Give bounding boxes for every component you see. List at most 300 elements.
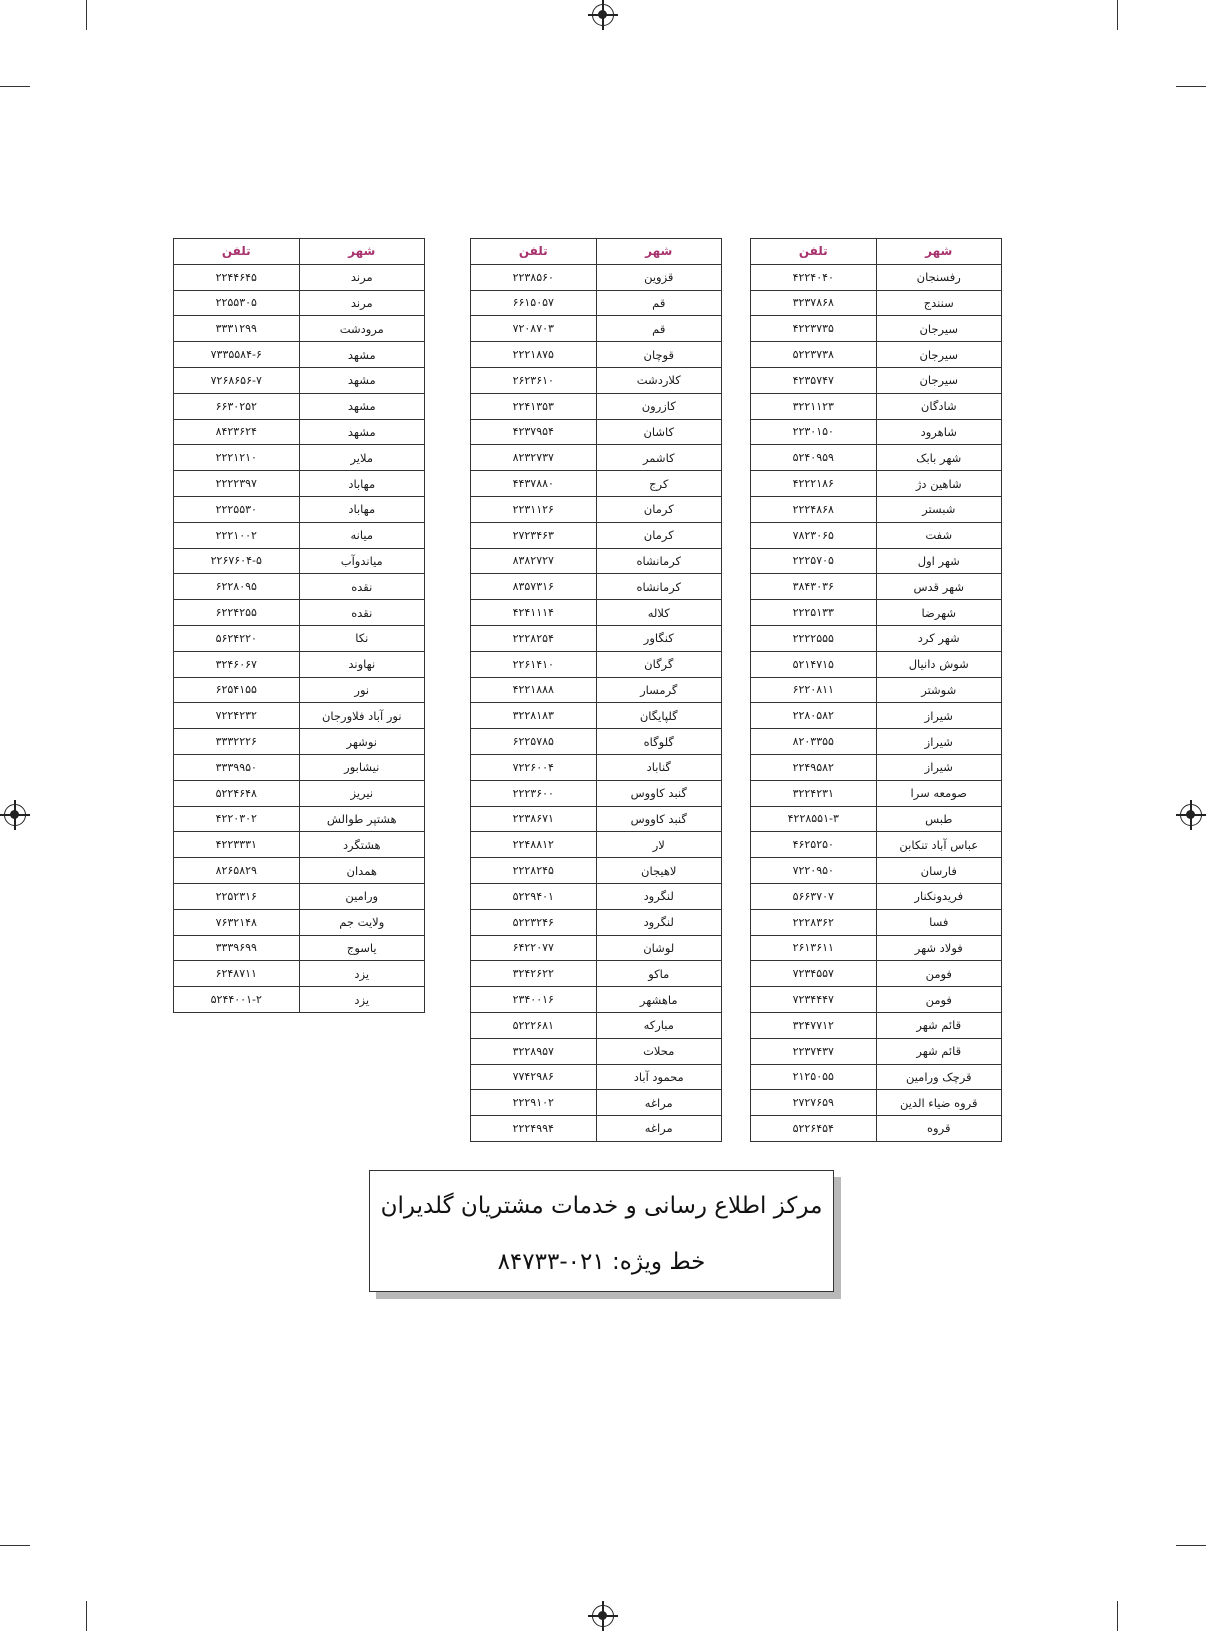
- phone-cell: ۴۲۲۱۸۸۸: [471, 677, 597, 703]
- phone-cell: ۴۲۲۳۳۳۱: [174, 832, 300, 858]
- phone-cell: ۸۳۵۷۳۱۶: [471, 574, 597, 600]
- city-cell: فارسان: [876, 858, 1002, 884]
- table-row: [471, 832, 722, 858]
- city-cell: قم: [596, 290, 722, 316]
- table-row: [751, 342, 1002, 368]
- city-cell: نیریز: [299, 780, 425, 806]
- city-cell: نیشابور: [299, 754, 425, 780]
- phone-cell: ۲۲۳۰۱۵۰: [751, 419, 877, 445]
- phone-cell: ۲۲۲۵۱۳۳: [751, 600, 877, 626]
- column-header-phone: تلفن: [471, 239, 597, 265]
- table-row: [751, 754, 1002, 780]
- table-row: [471, 264, 722, 290]
- table-row: [471, 858, 722, 884]
- phone-cell: ۶۲۵۴۱۵۵: [174, 677, 300, 703]
- city-cell: قائم شهر: [876, 1038, 1002, 1064]
- city-cell: طبس: [876, 806, 1002, 832]
- phone-cell: ۶۲۲۰۸۱۱: [751, 677, 877, 703]
- table-row: [174, 445, 425, 471]
- city-cell: کازرون: [596, 393, 722, 419]
- table-row: [751, 393, 1002, 419]
- phone-cell: ۶۲۴۸۷۱۱: [174, 961, 300, 987]
- table-row: [174, 987, 425, 1013]
- city-cell: همدان: [299, 858, 425, 884]
- table-header-row: [471, 239, 722, 265]
- table-row: [471, 935, 722, 961]
- phone-cell: ۷۲۲۰۹۵۰: [751, 858, 877, 884]
- table-row: [751, 651, 1002, 677]
- phone-cell: ۲۲۳۸۵۶۰: [471, 264, 597, 290]
- city-cell: مشهد: [299, 367, 425, 393]
- table-header-row: [751, 239, 1002, 265]
- phone-cell: ۲۲۴۱۳۵۳: [471, 393, 597, 419]
- phone-cell: ۳۲۲۸۱۸۳: [471, 703, 597, 729]
- column-header-phone: تلفن: [174, 239, 300, 265]
- city-cell: کاشان: [596, 419, 722, 445]
- table-row: [174, 574, 425, 600]
- help-center-box: [369, 1170, 834, 1292]
- phone-cell: ۲۲۴۸۸۱۲: [471, 832, 597, 858]
- help-center-title: مرکز اطلاع رسانی و خدمات مشتریان گلدیران: [380, 1193, 823, 1219]
- city-cell: شبستر: [876, 496, 1002, 522]
- table-row: [471, 574, 722, 600]
- city-cell: قزوین: [596, 264, 722, 290]
- table-header-row: [174, 239, 425, 265]
- phone-cell: ۲۲۲۸۳۶۲: [751, 909, 877, 935]
- phone-cell: ۵۲۴۰۹۵۹: [751, 445, 877, 471]
- city-cell: ولایت جم: [299, 909, 425, 935]
- phone-cell: ۷۲۰۸۷۰۳: [471, 316, 597, 342]
- phone-cell: ۷۸۲۳۰۶۵: [751, 522, 877, 548]
- city-cell: مهاباد: [299, 471, 425, 497]
- city-cell: مشهد: [299, 342, 425, 368]
- phone-cell: ۶۴۲۲۰۷۷: [471, 935, 597, 961]
- phone-cell: ۵۲۲۳۷۳۸: [751, 342, 877, 368]
- table-row: [471, 651, 722, 677]
- phone-cell: ۲۷۲۳۴۶۳: [471, 522, 597, 548]
- table-row: [751, 471, 1002, 497]
- phone-cell: ۲۲۳۱۱۲۶: [471, 496, 597, 522]
- city-cell: گنبد کاووس: [596, 806, 722, 832]
- phone-cell: ۲۲۲۴۹۹۴: [471, 1116, 597, 1142]
- column-header-city: شهر: [596, 239, 722, 265]
- table-row: [174, 393, 425, 419]
- city-cell: شیراز: [876, 729, 1002, 755]
- city-cell: فولاد شهر: [876, 935, 1002, 961]
- table-row: [471, 600, 722, 626]
- registration-mark-icon: [1180, 804, 1202, 826]
- phone-cell: ۲۲۶۱۴۱۰: [471, 651, 597, 677]
- city-cell: کرمان: [596, 522, 722, 548]
- table-row: [751, 445, 1002, 471]
- phone-cell: ۸۲۳۲۷۳۷: [471, 445, 597, 471]
- city-cell: مشهد: [299, 419, 425, 445]
- city-cell: مراغه: [596, 1116, 722, 1142]
- phone-cell: ۲۲۲۲۳۹۷: [174, 471, 300, 497]
- table-row: [751, 987, 1002, 1013]
- city-cell: مشهد: [299, 393, 425, 419]
- table-row: [174, 625, 425, 651]
- phone-cell: ۲۲۲۸۲۵۴: [471, 625, 597, 651]
- phone-cell: ۴۲۲۴۰۴۰: [751, 264, 877, 290]
- table-row: [751, 703, 1002, 729]
- city-cell: کلاردشت: [596, 367, 722, 393]
- city-cell: شیراز: [876, 754, 1002, 780]
- phone-cell: ۷۷۴۲۹۸۶: [471, 1064, 597, 1090]
- city-cell: سنندج: [876, 290, 1002, 316]
- table-row: [471, 548, 722, 574]
- table-row: [471, 316, 722, 342]
- table-row: [174, 961, 425, 987]
- city-cell: کرمانشاه: [596, 548, 722, 574]
- phone-cell: ۳۲۲۸۹۵۷: [471, 1038, 597, 1064]
- city-cell: شیراز: [876, 703, 1002, 729]
- city-cell: کلاله: [596, 600, 722, 626]
- table-row: [751, 806, 1002, 832]
- city-cell: فومن: [876, 961, 1002, 987]
- table-row: [751, 496, 1002, 522]
- phone-cell: ۸۲۰۳۳۵۵: [751, 729, 877, 755]
- phone-cell: ۴۲۳۵۷۴۷: [751, 367, 877, 393]
- city-cell: قروه ضیاء الدین: [876, 1090, 1002, 1116]
- phone-cell: ۲۲۲۲۵۵۵: [751, 625, 877, 651]
- city-cell: قوچان: [596, 342, 722, 368]
- phone-cell: ۳۲۲۴۲۳۱: [751, 780, 877, 806]
- table-row: [174, 935, 425, 961]
- phone-cell: ۴۲۲۳۷۳۵: [751, 316, 877, 342]
- city-cell: مراغه: [596, 1090, 722, 1116]
- table-row: [751, 1090, 1002, 1116]
- phone-cell: ۳۳۳۲۲۲۶: [174, 729, 300, 755]
- city-cell: فسا: [876, 909, 1002, 935]
- phone-cell: ۵۲۱۴۷۱۵: [751, 651, 877, 677]
- table-row: [174, 471, 425, 497]
- phone-cell: ۲۲۲۱۸۷۵: [471, 342, 597, 368]
- table-row: [471, 445, 722, 471]
- service-center-table-right: [750, 238, 1002, 1142]
- city-cell: نهاوند: [299, 651, 425, 677]
- phone-cell: ۶۲۲۸۰۹۵: [174, 574, 300, 600]
- table-row: [174, 522, 425, 548]
- phone-cell: ۷۲۶۸۶۵۶-۷: [174, 367, 300, 393]
- table-row: [751, 1116, 1002, 1142]
- phone-cell: ۲۲۵۲۳۱۶: [174, 883, 300, 909]
- phone-cell: ۶۲۲۴۲۵۵: [174, 600, 300, 626]
- table-row: [174, 264, 425, 290]
- city-cell: شهرضا: [876, 600, 1002, 626]
- phone-cell: ۳۳۳۹۶۹۹: [174, 935, 300, 961]
- city-cell: قائم شهر: [876, 1012, 1002, 1038]
- phone-cell: ۲۲۲۸۲۴۵: [471, 858, 597, 884]
- phone-cell: ۳۸۴۳۰۳۶: [751, 574, 877, 600]
- phone-cell: ۲۶۱۳۶۱۱: [751, 935, 877, 961]
- table-row: [751, 522, 1002, 548]
- city-cell: عباس آباد تنکابن: [876, 832, 1002, 858]
- city-cell: مرند: [299, 264, 425, 290]
- city-cell: گرمسار: [596, 677, 722, 703]
- phone-cell: ۳۲۴۷۷۱۲: [751, 1012, 877, 1038]
- city-cell: شادگان: [876, 393, 1002, 419]
- table-row: [471, 1064, 722, 1090]
- city-cell: صومعه سرا: [876, 780, 1002, 806]
- city-cell: هشتپر طوالش: [299, 806, 425, 832]
- table-row: [174, 754, 425, 780]
- city-cell: گناباد: [596, 754, 722, 780]
- table-row: [751, 419, 1002, 445]
- city-cell: شهر بابک: [876, 445, 1002, 471]
- phone-cell: ۵۲۲۹۴۰۱: [471, 883, 597, 909]
- table-row: [751, 1038, 1002, 1064]
- city-cell: کرج: [596, 471, 722, 497]
- phone-cell: ۵۲۲۳۲۴۶: [471, 909, 597, 935]
- phone-cell: ۲۲۲۳۶۰۰: [471, 780, 597, 806]
- city-cell: شهر اول: [876, 548, 1002, 574]
- phone-cell: ۲۲۸۰۵۸۲: [751, 703, 877, 729]
- phone-cell: ۴۲۲۸۵۵۱-۳: [751, 806, 877, 832]
- table-row: [471, 342, 722, 368]
- city-cell: سیرجان: [876, 367, 1002, 393]
- table-row: [471, 703, 722, 729]
- table-row: [471, 883, 722, 909]
- city-cell: لوشان: [596, 935, 722, 961]
- phone-cell: ۲۱۲۵۰۵۵: [751, 1064, 877, 1090]
- phone-cell: ۲۲۲۵۵۳۰: [174, 496, 300, 522]
- table-row: [174, 729, 425, 755]
- city-cell: قم: [596, 316, 722, 342]
- table-row: [174, 290, 425, 316]
- city-cell: ماهشهر: [596, 987, 722, 1013]
- city-cell: شفت: [876, 522, 1002, 548]
- table-row: [751, 367, 1002, 393]
- table-row: [751, 600, 1002, 626]
- table-row: [471, 1012, 722, 1038]
- city-cell: شهر قدس: [876, 574, 1002, 600]
- table-row: [174, 909, 425, 935]
- crop-mark: [1117, 0, 1118, 30]
- table-row: [471, 290, 722, 316]
- city-cell: میانه: [299, 522, 425, 548]
- table-row: [174, 883, 425, 909]
- city-cell: مبارکه: [596, 1012, 722, 1038]
- city-cell: فریدونکنار: [876, 883, 1002, 909]
- registration-mark-icon: [592, 1605, 614, 1627]
- phone-cell: ۴۲۳۷۹۵۴: [471, 419, 597, 445]
- table-row: [471, 496, 722, 522]
- table-row: [174, 806, 425, 832]
- city-cell: نور آباد فلاورجان: [299, 703, 425, 729]
- service-center-table-left: [173, 238, 425, 1013]
- table-row: [174, 832, 425, 858]
- crop-mark: [1176, 1545, 1206, 1546]
- phone-cell: ۲۳۴۰۰۱۶: [471, 987, 597, 1013]
- hotline-number: خط ویژه: ۰۲۱-۸۴۷۳۳: [497, 1249, 706, 1275]
- city-cell: نور: [299, 677, 425, 703]
- phone-cell: ۲۲۲۵۷۰۵: [751, 548, 877, 574]
- phone-cell: ۲۲۲۱۲۱۰: [174, 445, 300, 471]
- table-row: [471, 471, 722, 497]
- table-row: [471, 780, 722, 806]
- city-cell: شهر کرد: [876, 625, 1002, 651]
- phone-cell: ۳۳۳۹۹۵۰: [174, 754, 300, 780]
- phone-cell: ۶۶۱۵۰۵۷: [471, 290, 597, 316]
- table-row: [471, 419, 722, 445]
- table-row: [751, 729, 1002, 755]
- table-row: [751, 677, 1002, 703]
- city-cell: محمود آباد: [596, 1064, 722, 1090]
- crop-mark: [86, 1601, 87, 1631]
- table-row: [471, 806, 722, 832]
- table-row: [751, 883, 1002, 909]
- table-row: [751, 1012, 1002, 1038]
- phone-cell: ۳۲۳۷۸۶۸: [751, 290, 877, 316]
- city-cell: کاشمر: [596, 445, 722, 471]
- phone-cell: ۵۲۲۴۶۴۸: [174, 780, 300, 806]
- city-cell: لار: [596, 832, 722, 858]
- city-cell: فومن: [876, 987, 1002, 1013]
- phone-cell: ۳۳۳۱۲۹۹: [174, 316, 300, 342]
- table-row: [751, 858, 1002, 884]
- table-row: [471, 961, 722, 987]
- city-cell: ملایر: [299, 445, 425, 471]
- table-row: [751, 316, 1002, 342]
- city-cell: مهاباد: [299, 496, 425, 522]
- city-cell: شاهین دژ: [876, 471, 1002, 497]
- table-row: [471, 754, 722, 780]
- table-row: [174, 496, 425, 522]
- phone-cell: ۳۲۲۱۱۲۳: [751, 393, 877, 419]
- table-row: [174, 858, 425, 884]
- phone-cell: ۲۷۲۷۶۵۹: [751, 1090, 877, 1116]
- phone-cell: ۲۲۴۹۵۸۲: [751, 754, 877, 780]
- phone-cell: ۲۲۵۵۳۰۵: [174, 290, 300, 316]
- table-row: [174, 342, 425, 368]
- city-cell: نکا: [299, 625, 425, 651]
- phone-cell: ۷۲۲۴۲۳۲: [174, 703, 300, 729]
- city-cell: سیرجان: [876, 316, 1002, 342]
- phone-cell: ۶۲۲۵۷۸۵: [471, 729, 597, 755]
- phone-cell: ۲۲۴۴۶۴۵: [174, 264, 300, 290]
- crop-mark: [86, 0, 87, 30]
- table-row: [471, 367, 722, 393]
- table-row: [471, 987, 722, 1013]
- city-cell: محلات: [596, 1038, 722, 1064]
- city-cell: مرند: [299, 290, 425, 316]
- crop-mark: [1117, 1601, 1118, 1631]
- city-cell: گنبد کاووس: [596, 780, 722, 806]
- city-cell: قروه: [876, 1116, 1002, 1142]
- city-cell: قرچک ورامین: [876, 1064, 1002, 1090]
- table-row: [174, 367, 425, 393]
- phone-cell: ۲۲۲۹۱۰۲: [471, 1090, 597, 1116]
- phone-cell: ۴۶۲۵۲۵۰: [751, 832, 877, 858]
- phone-cell: ۴۲۲۲۱۸۶: [751, 471, 877, 497]
- city-cell: کنگاور: [596, 625, 722, 651]
- crop-mark: [0, 1545, 30, 1546]
- phone-cell: ۵۲۲۲۶۸۱: [471, 1012, 597, 1038]
- column-header-city: شهر: [876, 239, 1002, 265]
- table-row: [751, 625, 1002, 651]
- registration-mark-icon: [592, 4, 614, 26]
- phone-cell: ۷۲۲۶۰۰۴: [471, 754, 597, 780]
- phone-cell: ۲۲۲۱۰۰۲: [174, 522, 300, 548]
- table-row: [471, 1038, 722, 1064]
- city-cell: لاهیجان: [596, 858, 722, 884]
- city-cell: لنگرود: [596, 909, 722, 935]
- table-row: [471, 625, 722, 651]
- table-row: [174, 548, 425, 574]
- table-row: [751, 909, 1002, 935]
- table-row: [471, 1116, 722, 1142]
- table-row: [751, 1064, 1002, 1090]
- table-row: [174, 677, 425, 703]
- city-cell: ماکو: [596, 961, 722, 987]
- phone-cell: ۲۲۲۴۸۶۸: [751, 496, 877, 522]
- phone-cell: ۵۶۶۳۷۰۷: [751, 883, 877, 909]
- city-cell: گلوگاه: [596, 729, 722, 755]
- phone-cell: ۵۲۲۶۴۵۴: [751, 1116, 877, 1142]
- city-cell: گلپایگان: [596, 703, 722, 729]
- table-row: [174, 703, 425, 729]
- table-row: [174, 419, 425, 445]
- phone-cell: ۲۶۲۳۶۱۰: [471, 367, 597, 393]
- registration-mark-icon: [4, 804, 26, 826]
- table-row: [751, 574, 1002, 600]
- phone-cell: ۸۴۲۳۶۲۴: [174, 419, 300, 445]
- city-cell: ورامین: [299, 883, 425, 909]
- city-cell: کرمانشاه: [596, 574, 722, 600]
- table-row: [751, 961, 1002, 987]
- city-cell: نوشهر: [299, 729, 425, 755]
- phone-cell: ۶۶۳۰۲۵۲: [174, 393, 300, 419]
- city-cell: یاسوج: [299, 935, 425, 961]
- table-row: [471, 729, 722, 755]
- table-row: [471, 677, 722, 703]
- city-cell: یزد: [299, 961, 425, 987]
- table-row: [751, 780, 1002, 806]
- phone-cell: ۲۲۶۷۶۰۴-۵: [174, 548, 300, 574]
- city-cell: شوش دانیال: [876, 651, 1002, 677]
- city-cell: گرگان: [596, 651, 722, 677]
- column-header-phone: تلفن: [751, 239, 877, 265]
- phone-cell: ۳۲۴۶۰۶۷: [174, 651, 300, 677]
- phone-cell: ۸۲۶۵۸۲۹: [174, 858, 300, 884]
- service-center-table-middle: [470, 238, 722, 1142]
- phone-cell: ۳۲۴۲۶۲۲: [471, 961, 597, 987]
- phone-cell: ۷۲۳۴۴۴۷: [751, 987, 877, 1013]
- phone-cell: ۴۲۲۰۳۰۲: [174, 806, 300, 832]
- city-cell: میاندوآب: [299, 548, 425, 574]
- table-row: [751, 935, 1002, 961]
- table-row: [471, 393, 722, 419]
- table-row: [751, 832, 1002, 858]
- city-cell: مرودشت: [299, 316, 425, 342]
- column-header-city: شهر: [299, 239, 425, 265]
- crop-mark: [0, 86, 30, 87]
- city-cell: سیرجان: [876, 342, 1002, 368]
- city-cell: یزد: [299, 987, 425, 1013]
- city-cell: نقده: [299, 574, 425, 600]
- phone-cell: ۲۲۳۷۴۳۷: [751, 1038, 877, 1064]
- phone-cell: ۴۴۳۷۸۸۰: [471, 471, 597, 497]
- city-cell: رفسنجان: [876, 264, 1002, 290]
- city-cell: کرمان: [596, 496, 722, 522]
- table-row: [174, 780, 425, 806]
- phone-cell: ۷۲۳۴۵۵۷: [751, 961, 877, 987]
- table-row: [174, 651, 425, 677]
- phone-cell: ۷۳۳۵۵۸۴-۶: [174, 342, 300, 368]
- table-row: [751, 290, 1002, 316]
- city-cell: هشتگرد: [299, 832, 425, 858]
